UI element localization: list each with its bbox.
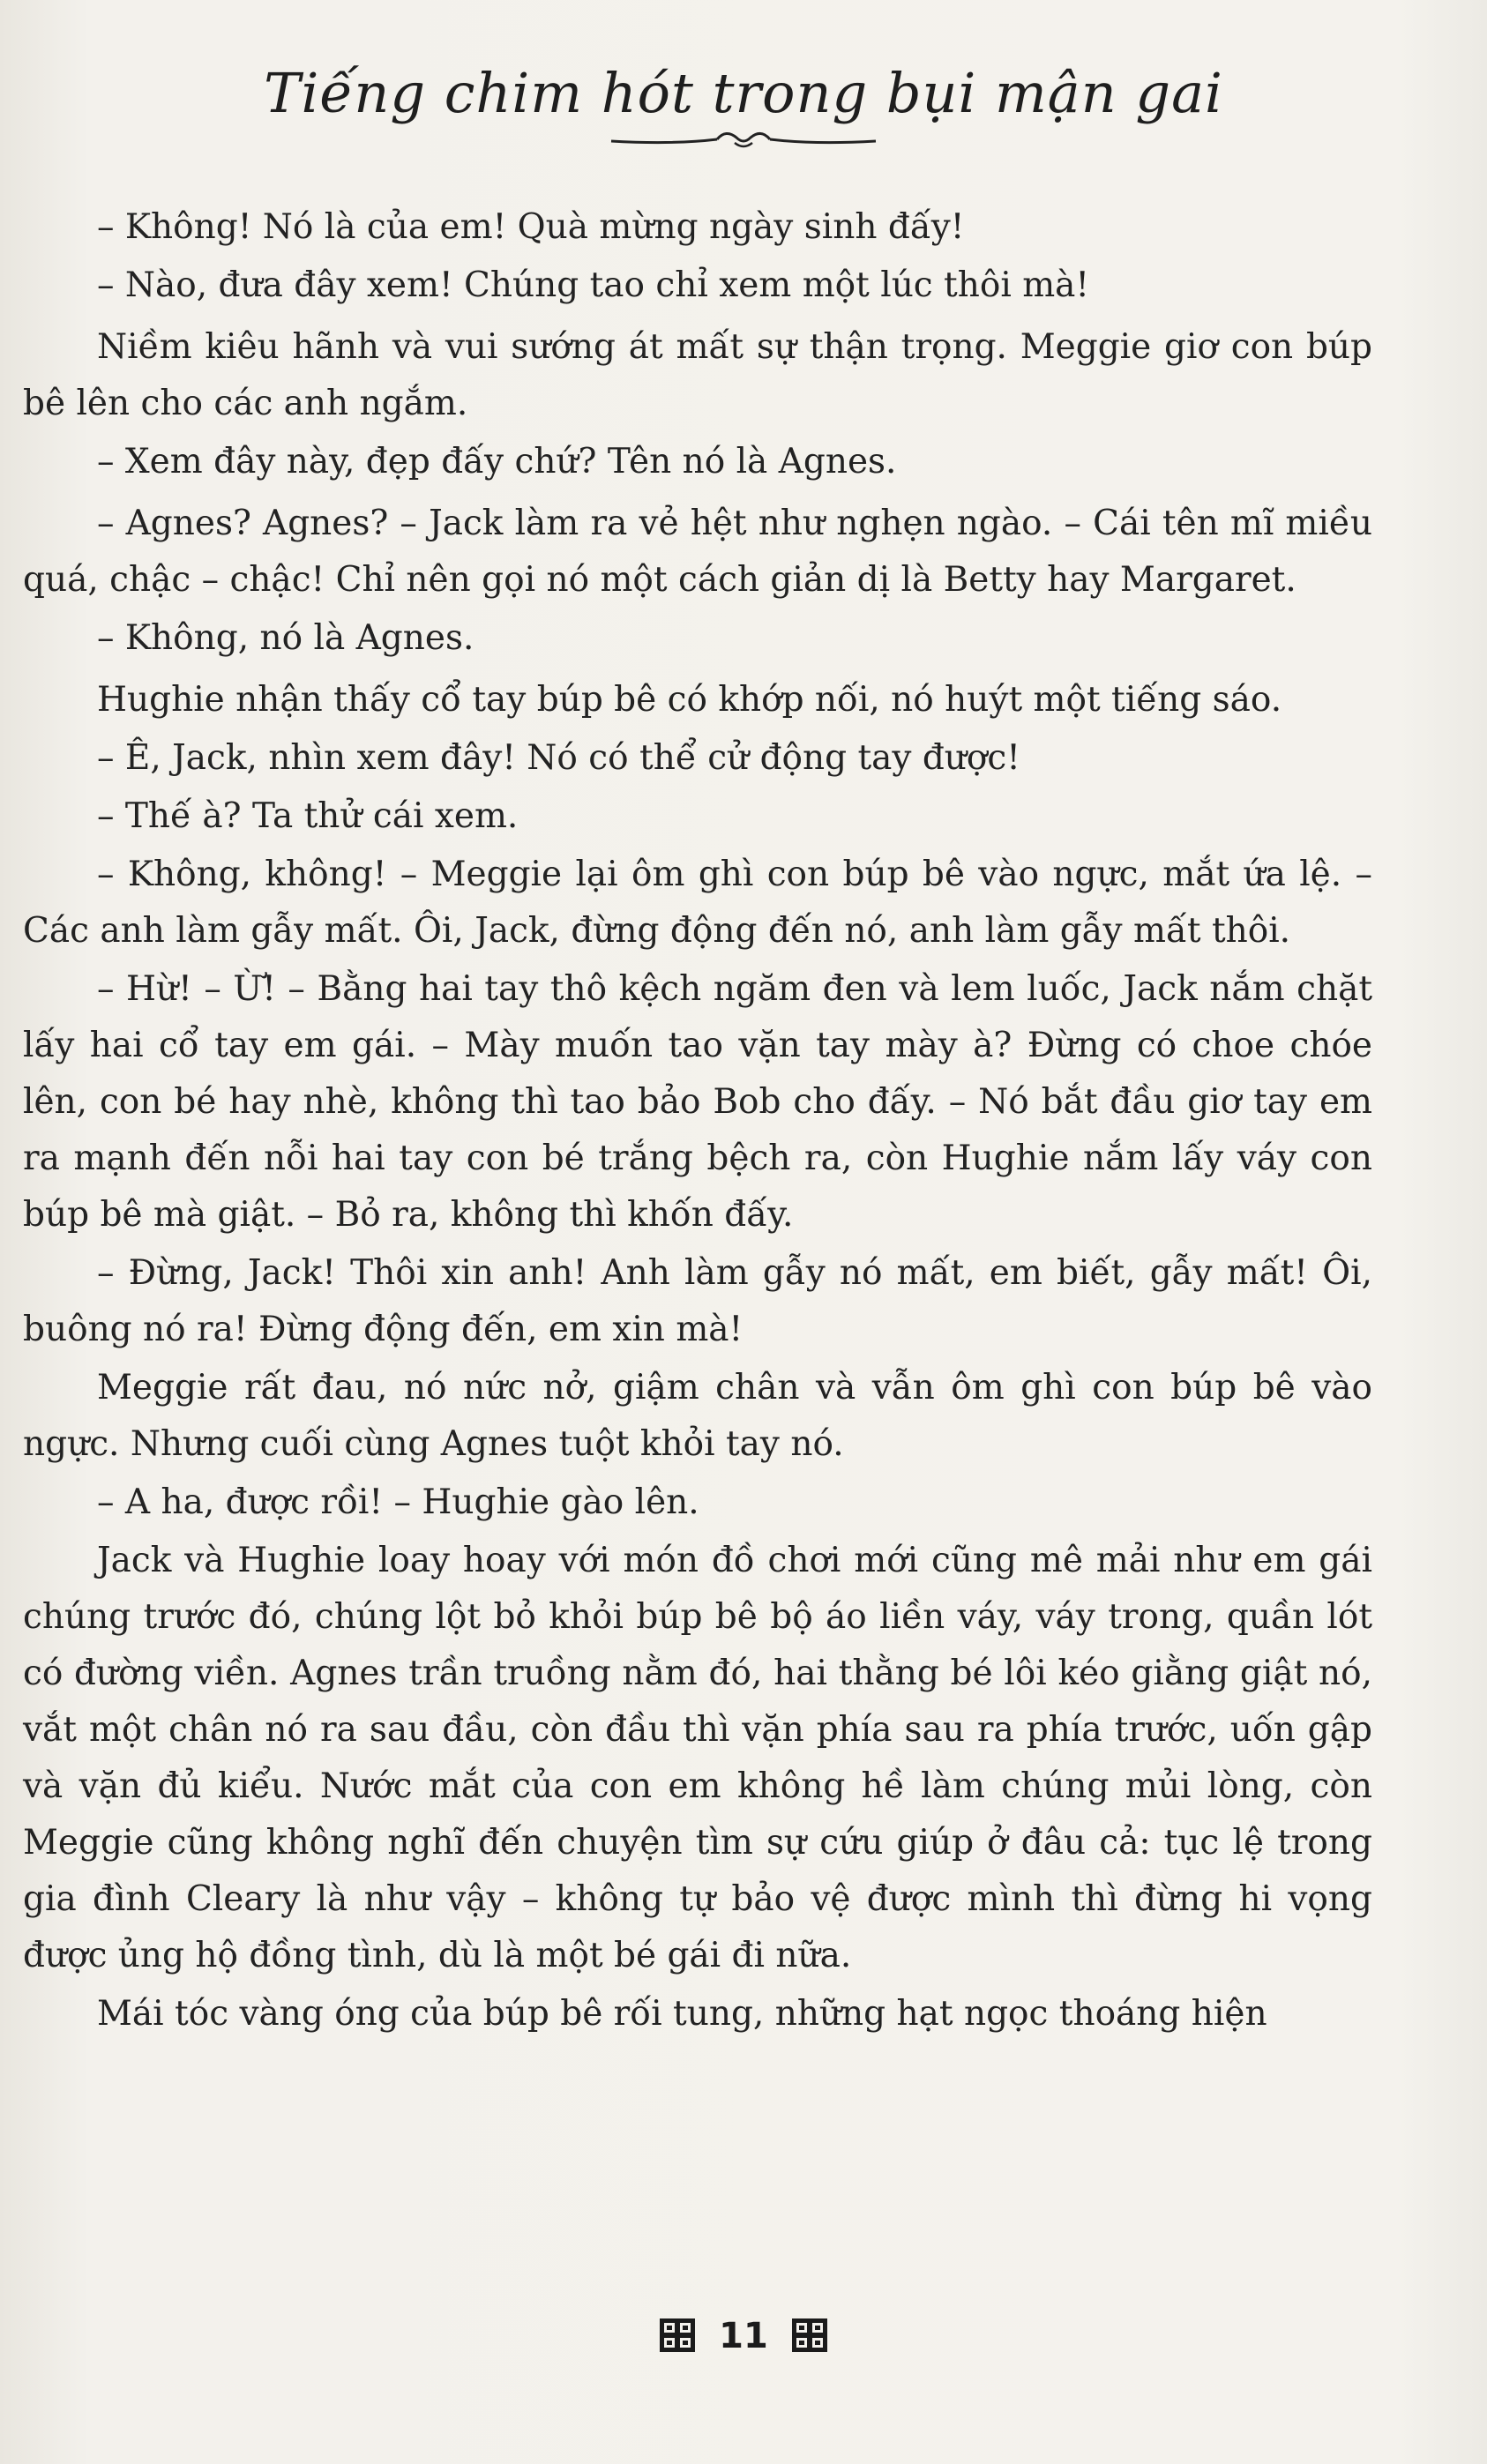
paragraph: – Ê, Jack, nhìn xem đây! Nó có thể cử động tay được! <box>97 738 1020 778</box>
body-text <box>23 199 1372 2044</box>
paragraph: Hughie nhận thấy cổ tay búp bê có khớp nối, nó huýt một tiếng sáo. <box>97 680 1282 720</box>
paragraph: – Nào, đưa đây xem! Chúng tao chỉ xem một lúc thôi mà! <box>97 265 1090 305</box>
paragraph: – Không, nó là Agnes. <box>97 618 474 658</box>
paragraph: – Thế à? Ta thử cái xem. <box>97 796 519 836</box>
paragraph: Niềm kiêu hãnh và vui sướng át mất sự thận trọng. Meggie giơ con búp bê lên cho các anh ngắm. <box>23 327 1372 423</box>
paragraph: Jack và Hughie loay hoay với món đồ chơi mới cũng mê mải như em gái chúng trước đó, chúng lột bỏ khỏi búp bê bộ áo liền váy, váy trong, quần lót có đường viền. Agnes trần truồng nằm đó, hai thằng bé lôi kéo giằng giật nó, vắt một chân nó ra sau đầu, còn đầu thì vặn phía sau ra phía trước, uốn gập và vặn đủ kiểu. Nước mắt của con em không hề làm chúng mủi lòng, còn Meggie cũng không nghĩ đến chuyện tìm sự cứu giúp ở đâu cả: tục lệ trong gia đình Cleary là như vậy – không tự bảo vệ được mình thì đừng hi vọng được ủng hộ đồng tình, dù là một bé gái đi nữa. <box>23 1541 1372 1975</box>
left-footer-ornament-icon <box>659 2318 696 2353</box>
running-title: Tiếng chim hót trong bụi mận gai <box>264 61 1223 125</box>
paragraph: – Hừ! – Ừ! – Bằng hai tay thô kệch ngăm đen và lem luốc, Jack nắm chặt lấy hai cổ tay em gái. – Mày muốn tao vặn tay mày à? Đừng có choe chóe lên, con bé hay nhè, không thì tao bảo Bob cho đấy. – Nó bắt đầu giơ tay em ra mạnh đến nỗi hai tay con bé trắng bệch ra, còn Hughie nắm lấy váy con búp bê mà giật. – Bỏ ra, không thì khốn đấy. <box>23 969 1372 1235</box>
page-number: 11 <box>719 2316 768 2356</box>
title-flourish-ornament <box>602 125 885 152</box>
paragraph: – Agnes? Agnes? – Jack làm ra vẻ hệt như nghẹn ngào. – Cái tên mĩ miều quá, chậc – chậc! Chỉ nên gọi nó một cách giản dị là Betty hay Margaret. <box>23 504 1372 600</box>
right-footer-ornament-icon <box>791 2318 828 2353</box>
paragraph: – Xem đây này, đẹp đấy chứ? Tên nó là Agnes. <box>97 442 897 482</box>
paragraph: – Không, không! – Meggie lại ôm ghì con búp bê vào ngực, mắt ứa lệ. – Các anh làm gẫy mất. Ôi, Jack, đừng động đến nó, anh làm gẫy mất thôi. <box>23 855 1372 951</box>
paragraph: – Không! Nó là của em! Quà mừng ngày sinh đấy! <box>97 207 965 247</box>
page-header <box>0 63 1487 152</box>
paragraph: Mái tóc vàng óng của búp bê rối tung, những hạt ngọc thoáng hiện <box>97 1994 1267 2034</box>
page-footer <box>0 2316 1487 2356</box>
paragraph: – A ha, được rồi! – Hughie gào lên. <box>97 1482 699 1522</box>
paragraph: – Đừng, Jack! Thôi xin anh! Anh làm gẫy nó mất, em biết, gẫy mất! Ôi, buông nó ra! Đừng động đến, em xin mà! <box>23 1253 1372 1349</box>
paragraph: Meggie rất đau, nó nức nở, giậm chân và vẫn ôm ghì con búp bê vào ngực. Nhưng cuối cùng Agnes tuột khỏi tay nó. <box>23 1368 1372 1464</box>
